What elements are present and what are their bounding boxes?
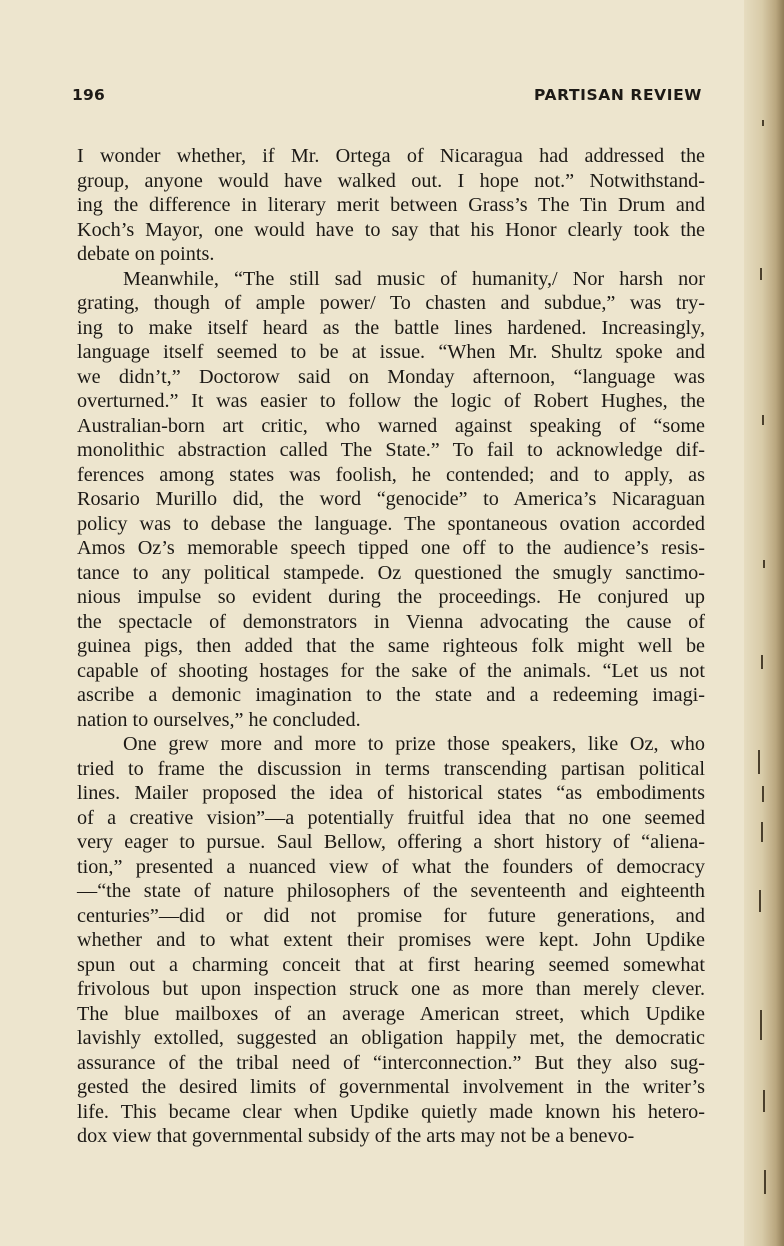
- text-line: —“the state of nature philosophers of the seventeenth and eighteenth: [77, 880, 705, 902]
- text-line: ing the difference in literary merit between Grass’s The Tin Drum and: [77, 194, 705, 216]
- text-line: tried to frame the discussion in terms transcending partisan political: [77, 757, 705, 780]
- text-line: nation to ourselves,” he concluded.: [77, 708, 361, 731]
- text-line: whether and to what extent their promises were kept. John Updike: [77, 929, 705, 951]
- journal-title: PARTISAN REVIEW: [533, 86, 702, 104]
- text-line: ascribe a demonic imagination to the state and a redeeming imagi-: [77, 684, 705, 706]
- text-line: tion,” presented a nuanced view of what the founders of democracy: [77, 855, 705, 878]
- text-line: debate on points.: [77, 243, 215, 265]
- text-line: Rosario Murillo did, the word “genocide” to America’s Nicaraguan: [77, 488, 705, 510]
- text-line: nious impulse so evident during the proceedings. He conjured up: [77, 586, 705, 608]
- text-line: Australian-born art critic, who warned against speaking of “some: [77, 414, 705, 437]
- text-line: One grew more and more to prize those speakers, like Oz, who: [123, 733, 705, 755]
- text-line: policy was to debase the language. The spontaneous ovation accorded: [77, 512, 705, 535]
- text-line: spun out a charming conceit that at first hearing seemed somewhat: [77, 953, 705, 976]
- text-line: of a creative vision”—a potentially fruitful idea that no one seemed: [77, 806, 705, 829]
- text-line: Amos Oz’s memorable speech tipped one off to the audience’s resis-: [77, 537, 705, 559]
- page-number: 196: [72, 86, 105, 104]
- text-line: group, anyone would have walked out. I hope not.” Notwithstand-: [77, 169, 705, 192]
- text-line: centuries”—did or did not promise for future generations, and: [77, 904, 705, 927]
- margin-marks: [752, 0, 772, 1246]
- text-line: capable of shooting hostages for the sake of the animals. “Let us not: [77, 659, 705, 682]
- text-line: language itself seemed to be at issue. “When Mr. Shultz spoke and: [77, 341, 705, 363]
- paragraph: [77, 144, 705, 267]
- text-line: guinea pigs, then added that the same righteous folk might well be: [77, 635, 705, 657]
- paragraph: [77, 267, 705, 733]
- text-line: Koch’s Mayor, one would have to say that his Honor clearly took the: [77, 218, 705, 241]
- text-line: overturned.” It was easier to follow the logic of Robert Hughes, the: [77, 390, 705, 412]
- text-line: The blue mailboxes of an average American street, which Updike: [77, 1002, 705, 1025]
- body-text: [77, 144, 705, 1149]
- text-line: lavishly extolled, suggested an obligation happily met, the democratic: [77, 1027, 705, 1049]
- running-head: [72, 86, 702, 110]
- text-line: gested the desired limits of governmental involvement in the writer’s: [77, 1076, 705, 1098]
- text-line: tance to any political stampede. Oz questioned the smugly sanctimo-: [77, 561, 705, 584]
- text-line: assurance of the tribal need of “interconnection.” But they also sug-: [77, 1051, 705, 1074]
- text-line: grating, though of ample power/ To chasten and subdue,” was try-: [77, 292, 705, 314]
- text-line: life. This became clear when Updike quietly made known his hetero-: [77, 1100, 705, 1123]
- text-line: very eager to pursue. Saul Bellow, offering a short history of “aliena-: [77, 831, 705, 853]
- text-line: Meanwhile, “The still sad music of humanity,/ Nor harsh nor: [123, 267, 705, 290]
- text-line: we didn’t,” Doctorow said on Monday afternoon, “language was: [77, 365, 705, 388]
- text-line: ferences among states was foolish, he contended; and to apply, as: [77, 463, 705, 486]
- text-line: the spectacle of demonstrators in Vienna advocating the cause of: [77, 610, 705, 633]
- text-line: ing to make itself heard as the battle lines hardened. Increasingly,: [77, 316, 705, 339]
- paragraph: [77, 732, 705, 1149]
- text-line: I wonder whether, if Mr. Ortega of Nicaragua had addressed the: [77, 145, 705, 167]
- text-line: dox view that governmental subsidy of the arts may not be a benevo-: [77, 1125, 635, 1147]
- text-line: frivolous but upon inspection struck one as more than merely clever.: [77, 978, 705, 1000]
- text-line: monolithic abstraction called The State.” To fail to acknowledge dif-: [77, 439, 705, 461]
- text-line: lines. Mailer proposed the idea of historical states “as embodiments: [77, 782, 705, 804]
